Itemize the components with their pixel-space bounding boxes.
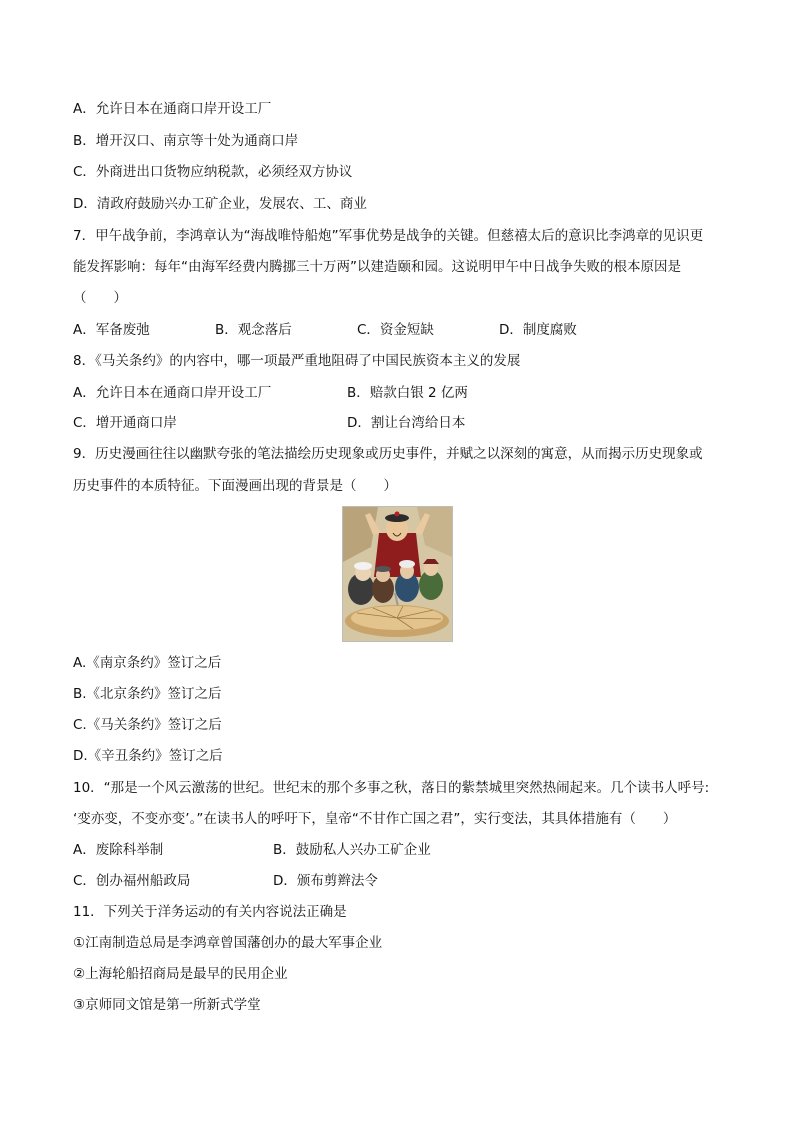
q10-option-c: C．创办福州船政局 (73, 873, 191, 889)
q6-option-c: C．外商进出口货物应纳税款，必须经双方协议 (73, 164, 353, 180)
q7-stem-line3: （ ） (73, 290, 127, 306)
q9-stem-line1: 9．历史漫画往往以幽默夸张的笔法描绘历史现象或历史事件，并赋之以深刻的寓意，从而揭示历史现象或 (73, 446, 703, 462)
q10-stem-line1: 10．“那是一个风云激荡的世纪。世纪末的那个多事之秋，落日的紫禁城里突然热闹起来。几个读书人呼号: (73, 780, 710, 796)
q9-option-a: A.《南京条约》签订之后 (73, 655, 222, 671)
q6-option-b: B．增开汉口、南京等十处为通商口岸 (73, 133, 299, 149)
q9-option-d: D.《辛丑条约》签订之后 (73, 748, 223, 764)
q8-option-c: C．增开通商口岸 (73, 415, 177, 431)
q7-option-c: C．资金短缺 (357, 322, 434, 338)
cartoon-drawing (343, 507, 452, 641)
q7-stem-line1: 7．甲午战争前，李鸿章认为“海战唯恃船炮”军事优势是战争的关键。但慈禧太后的意识比李鸿章的见识更 (73, 228, 704, 244)
q10-option-d: D．颁布剪辫法令 (273, 873, 378, 889)
q11-stem: 11．下列关于洋务运动的有关内容说法正确是 (73, 904, 347, 920)
q6-option-d: D．清政府鼓励兴办工矿企业，发展农、工、商业 (73, 196, 367, 212)
q7-option-d: D．制度腐败 (499, 322, 577, 338)
q7-stem-line2: 能发挥影响：每年“由海军经费内腾挪三十万两”以建造颐和园。这说明甲午中日战争失败的根本原因是 (73, 259, 681, 275)
q8-option-d: D．割让台湾给日本 (347, 415, 466, 431)
q7-option-b: B．观念落后 (215, 322, 292, 338)
q9-stem-line2: 历史事件的本质特征。下面漫画出现的背景是（ ） (73, 478, 397, 494)
q11-item-2: ②上海轮船招商局是最早的民用企业 (73, 966, 288, 982)
q11-item-1: ①江南制造总局是李鸿章曾国藩创办的最大军事企业 (73, 935, 383, 951)
q9-option-b: B.《北京条约》签订之后 (73, 686, 222, 702)
q10-option-a: A．废除科举制 (73, 842, 164, 858)
q6-option-a: A．允许日本在通商口岸开设工厂 (73, 101, 272, 117)
q7-option-a: A．军备废弛 (73, 322, 150, 338)
q10-option-b: B．鼓励私人兴办工矿企业 (273, 842, 431, 858)
q11-item-3: ③京师同文馆是第一所新式学堂 (73, 997, 261, 1013)
cartoon-illustration (342, 506, 453, 642)
q10-stem-line2: ‘变亦变，不变亦变’。”在读书人的呼吁下，皇帝“不甘作亡国之君”，实行变法，其具体措施有（ ） (73, 811, 677, 827)
q9-option-c: C.《马关条约》签订之后 (73, 717, 222, 733)
q8-option-b: B．赔款白银 2 亿两 (347, 385, 468, 401)
q8-option-a: A．允许日本在通商口岸开设工厂 (73, 385, 272, 401)
q8-stem: 8．《马关条约》的内容中，哪一项最严重地阻碍了中国民族资本主义的发展 (73, 353, 521, 369)
